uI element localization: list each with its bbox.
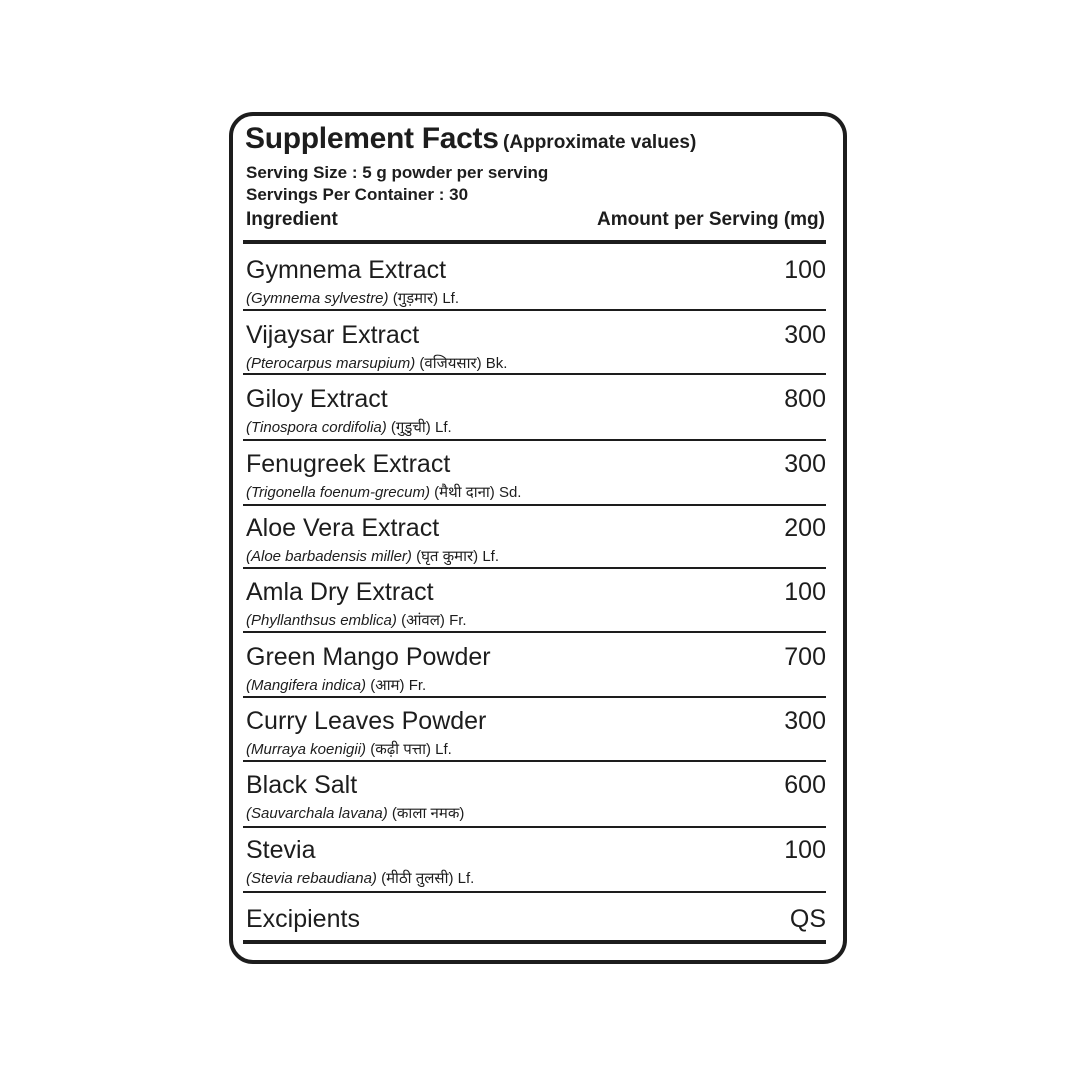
- ingredient-name: Fenugreek Extract: [246, 450, 451, 478]
- local-name-part: (गुड़मार) Lf.: [388, 290, 459, 307]
- ingredient-scientific-name: [246, 739, 452, 759]
- ingredient-name: Amla Dry Extract: [246, 578, 434, 606]
- latin-name: (Mangifera indica): [246, 677, 367, 694]
- local-name-part: (आम) Fr.: [366, 677, 427, 694]
- ingredient-amount: 600: [784, 771, 826, 799]
- local-name-part: (गुडुची) Lf.: [386, 419, 452, 436]
- local-name-part: (वजियसार) Bk.: [415, 355, 508, 372]
- row-divider: [243, 504, 826, 506]
- local-name-part: (मैथी दाना) Sd.: [429, 484, 522, 501]
- latin-name: (Gymnema sylvestre): [246, 290, 389, 307]
- ingredient-amount: 300: [784, 450, 826, 478]
- row-divider: [243, 567, 826, 569]
- latin-name: (Tinospora cordifolia): [246, 419, 387, 436]
- ingredient-amount: 800: [784, 385, 826, 413]
- column-header-amount: Amount per Serving (mg): [596, 209, 825, 230]
- latin-name: (Aloe barbadensis miller): [246, 548, 412, 565]
- local-name-part: (कढ़ी पत्ता) Lf.: [366, 741, 452, 758]
- latin-name: (Murraya koenigii): [246, 741, 367, 758]
- page-title: Supplement Facts: [245, 122, 499, 155]
- ingredient-scientific-name: [246, 610, 467, 630]
- latin-name: (Phyllanthsus emblica): [246, 612, 397, 629]
- latin-name: (Trigonella foenum-grecum): [246, 484, 430, 501]
- bottom-divider: [243, 940, 826, 944]
- ingredient-scientific-name: [246, 546, 499, 566]
- ingredient-name: Giloy Extract: [246, 385, 388, 413]
- ingredient-scientific-name: [246, 803, 464, 823]
- ingredient-scientific-name: [246, 868, 474, 888]
- row-divider: [243, 891, 826, 893]
- servings-per-container: Servings Per Container : 30: [246, 185, 469, 204]
- row-divider: [243, 373, 826, 375]
- ingredient-name: Stevia: [246, 836, 316, 864]
- local-name-part: (काला नमक): [387, 805, 465, 822]
- latin-name: (Sauvarchala lavana): [246, 805, 388, 822]
- header-divider: [243, 240, 826, 244]
- ingredient-amount: 300: [784, 321, 826, 349]
- ingredient-amount: 100: [784, 836, 826, 864]
- ingredient-name: Gymnema Extract: [246, 256, 447, 284]
- column-header-ingredient: Ingredient: [246, 209, 338, 230]
- row-divider: [243, 760, 826, 762]
- row-divider: [243, 696, 826, 698]
- ingredient-scientific-name: [246, 288, 459, 308]
- ingredient-scientific-name: [246, 417, 452, 437]
- ingredient-name: Aloe Vera Extract: [246, 514, 440, 542]
- ingredient-name: Black Salt: [246, 771, 358, 799]
- title-line: [245, 122, 696, 156]
- ingredient-amount: 200: [784, 514, 826, 542]
- ingredient-amount: 700: [784, 643, 826, 671]
- ingredient-scientific-name: [246, 353, 507, 373]
- ingredient-scientific-name: [246, 675, 426, 695]
- local-name-part: (आंवल) Fr.: [396, 612, 467, 629]
- latin-name: (Stevia rebaudiana): [246, 870, 377, 887]
- excipients-amount: QS: [789, 905, 826, 933]
- title-subtitle: (Approximate values): [503, 132, 697, 153]
- latin-name: (Pterocarpus marsupium): [246, 355, 416, 372]
- excipients-label: Excipients: [246, 905, 360, 933]
- row-divider: [243, 631, 826, 633]
- row-divider: [243, 439, 826, 441]
- ingredient-name: Curry Leaves Powder: [246, 707, 487, 735]
- ingredient-amount: 100: [784, 578, 826, 606]
- local-name-part: (घृत कुमार) Lf.: [411, 548, 500, 565]
- serving-size: Serving Size : 5 g powder per serving: [246, 163, 549, 182]
- ingredient-scientific-name: [246, 482, 521, 502]
- row-divider: [243, 309, 826, 311]
- ingredient-amount: 300: [784, 707, 826, 735]
- row-divider: [243, 826, 826, 828]
- ingredient-name: Green Mango Powder: [246, 643, 491, 671]
- ingredient-name: Vijaysar Extract: [246, 321, 420, 349]
- ingredient-amount: 100: [784, 256, 826, 284]
- local-name-part: (मीठी तुलसी) Lf.: [376, 870, 475, 887]
